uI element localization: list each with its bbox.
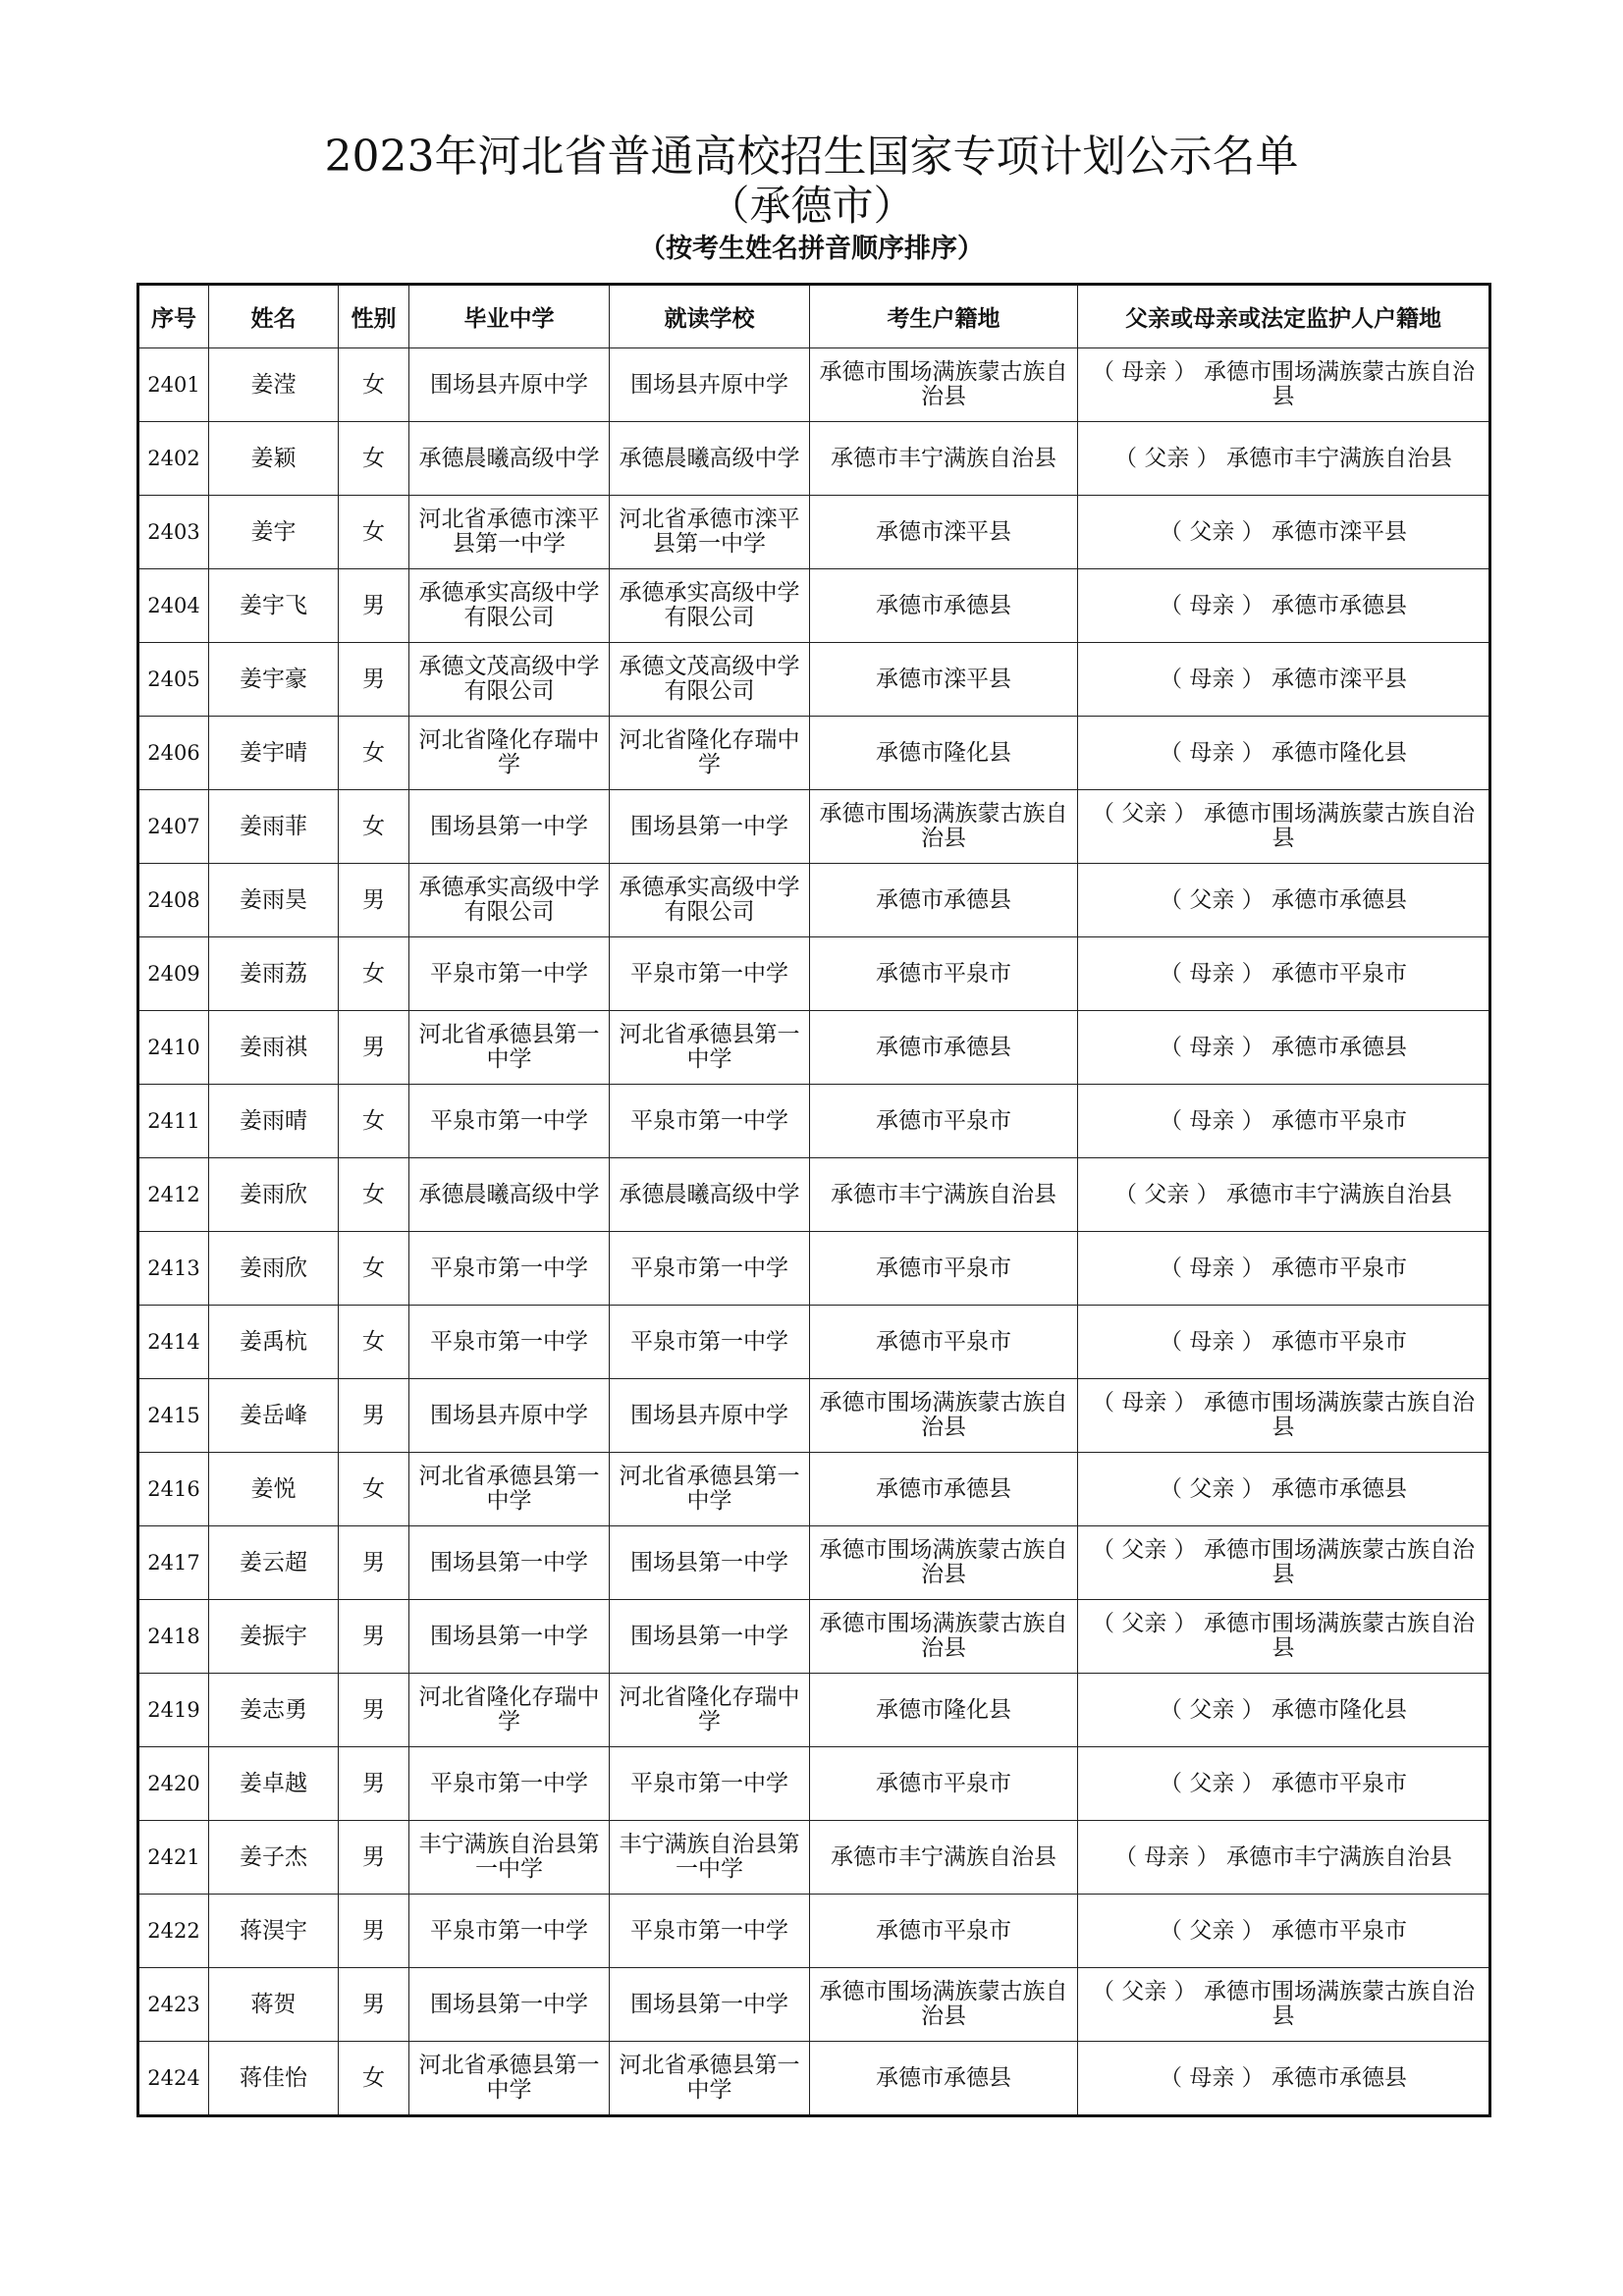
cell-hukou: 承德市承德县: [810, 569, 1078, 643]
cell-gender: 女: [339, 422, 409, 496]
cell-gender: 女: [339, 1453, 409, 1526]
cell-grad-school: 承德晨曦高级中学: [409, 422, 610, 496]
cell-hukou: 承德市承德县: [810, 1453, 1078, 1526]
header-current-school: 就读学校: [610, 285, 810, 348]
cell-grad-school: 承德承实高级中学有限公司: [409, 864, 610, 937]
cell-no: 2418: [138, 1600, 209, 1674]
cell-hukou: 承德市围场满族蒙古族自治县: [810, 790, 1078, 864]
cell-parent-hukou: （ 母亲 ） 承德市平泉市: [1078, 1085, 1490, 1158]
cell-gender: 女: [339, 1232, 409, 1306]
cell-current-school: 围场县卉原中学: [610, 348, 810, 422]
cell-hukou: 承德市围场满族蒙古族自治县: [810, 1600, 1078, 1674]
cell-hukou: 承德市平泉市: [810, 1895, 1078, 1968]
cell-hukou: 承德市丰宁满族自治县: [810, 422, 1078, 496]
header-grad-school: 毕业中学: [409, 285, 610, 348]
table-row: [138, 1747, 1490, 1821]
cell-hukou: 承德市隆化县: [810, 717, 1078, 790]
cell-current-school: 承德承实高级中学有限公司: [610, 569, 810, 643]
cell-grad-school: 平泉市第一中学: [409, 1895, 610, 1968]
cell-parent-hukou: （ 父亲 ） 承德市承德县: [1078, 1453, 1490, 1526]
cell-no: 2405: [138, 643, 209, 717]
cell-hukou: 承德市滦平县: [810, 643, 1078, 717]
cell-no: 2417: [138, 1526, 209, 1600]
cell-gender: 女: [339, 790, 409, 864]
cell-grad-school: 围场县第一中学: [409, 1526, 610, 1600]
table-row: [138, 1158, 1490, 1232]
cell-current-school: 围场县第一中学: [610, 1968, 810, 2042]
cell-grad-school: 平泉市第一中学: [409, 1232, 610, 1306]
cell-parent-hukou: （ 母亲 ） 承德市滦平县: [1078, 643, 1490, 717]
cell-name: 姜雨荔: [209, 937, 339, 1011]
cell-name: 姜雨欣: [209, 1158, 339, 1232]
cell-hukou: 承德市承德县: [810, 1011, 1078, 1085]
table-row: [138, 717, 1490, 790]
cell-parent-hukou: （ 父亲 ） 承德市隆化县: [1078, 1674, 1490, 1747]
cell-current-school: 围场县第一中学: [610, 1600, 810, 1674]
cell-parent-hukou: （ 父亲 ） 承德市围场满族蒙古族自治县: [1078, 1600, 1490, 1674]
cell-grad-school: 河北省承德县第一中学: [409, 2042, 610, 2116]
cell-no: 2414: [138, 1306, 209, 1379]
cell-current-school: 河北省承德县第一中学: [610, 1011, 810, 1085]
cell-current-school: 承德晨曦高级中学: [610, 422, 810, 496]
cell-no: 2409: [138, 937, 209, 1011]
cell-parent-hukou: （ 父亲 ） 承德市滦平县: [1078, 496, 1490, 569]
cell-grad-school: 河北省承德县第一中学: [409, 1453, 610, 1526]
cell-grad-school: 围场县卉原中学: [409, 348, 610, 422]
cell-no: 2413: [138, 1232, 209, 1306]
cell-current-school: 河北省隆化存瑞中学: [610, 717, 810, 790]
cell-name: 姜悦: [209, 1453, 339, 1526]
cell-current-school: 平泉市第一中学: [610, 1895, 810, 1968]
cell-hukou: 承德市平泉市: [810, 1085, 1078, 1158]
cell-grad-school: 围场县第一中学: [409, 1968, 610, 2042]
cell-gender: 男: [339, 1968, 409, 2042]
cell-no: 2423: [138, 1968, 209, 2042]
cell-grad-school: 平泉市第一中学: [409, 1085, 610, 1158]
cell-parent-hukou: （ 父亲 ） 承德市平泉市: [1078, 1895, 1490, 1968]
cell-name: 姜滢: [209, 348, 339, 422]
table-row: [138, 937, 1490, 1011]
cell-grad-school: 平泉市第一中学: [409, 937, 610, 1011]
table-row: [138, 864, 1490, 937]
cell-gender: 男: [339, 1747, 409, 1821]
cell-no: 2412: [138, 1158, 209, 1232]
cell-gender: 男: [339, 1674, 409, 1747]
cell-gender: 女: [339, 1158, 409, 1232]
header-hukou: 考生户籍地: [810, 285, 1078, 348]
cell-grad-school: 围场县第一中学: [409, 790, 610, 864]
cell-parent-hukou: （ 父亲 ） 承德市围场满族蒙古族自治县: [1078, 1526, 1490, 1600]
cell-gender: 男: [339, 864, 409, 937]
cell-grad-school: 承德晨曦高级中学: [409, 1158, 610, 1232]
cell-gender: 男: [339, 1379, 409, 1453]
header-row: [138, 285, 1490, 348]
cell-gender: 女: [339, 937, 409, 1011]
cell-parent-hukou: （ 母亲 ） 承德市丰宁满族自治县: [1078, 1821, 1490, 1895]
cell-no: 2420: [138, 1747, 209, 1821]
cell-hukou: 承德市平泉市: [810, 937, 1078, 1011]
table-row: [138, 790, 1490, 864]
table-row: [138, 1895, 1490, 1968]
table-row: [138, 1526, 1490, 1600]
cell-name: 姜振宇: [209, 1600, 339, 1674]
table-row: [138, 1600, 1490, 1674]
table-row: [138, 1379, 1490, 1453]
cell-current-school: 平泉市第一中学: [610, 1747, 810, 1821]
cell-no: 2402: [138, 422, 209, 496]
cell-name: 姜岳峰: [209, 1379, 339, 1453]
cell-current-school: 围场县第一中学: [610, 1526, 810, 1600]
cell-gender: 男: [339, 1821, 409, 1895]
cell-current-school: 围场县卉原中学: [610, 1379, 810, 1453]
cell-name: 姜宇晴: [209, 717, 339, 790]
cell-no: 2419: [138, 1674, 209, 1747]
cell-no: 2416: [138, 1453, 209, 1526]
cell-grad-school: 河北省隆化存瑞中学: [409, 1674, 610, 1747]
cell-parent-hukou: （ 母亲 ） 承德市承德县: [1078, 1011, 1490, 1085]
cell-parent-hukou: （ 母亲 ） 承德市平泉市: [1078, 1232, 1490, 1306]
table-row: [138, 496, 1490, 569]
cell-no: 2410: [138, 1011, 209, 1085]
cell-parent-hukou: （ 母亲 ） 承德市承德县: [1078, 2042, 1490, 2116]
cell-gender: 女: [339, 1306, 409, 1379]
cell-gender: 男: [339, 1895, 409, 1968]
cell-hukou: 承德市围场满族蒙古族自治县: [810, 348, 1078, 422]
cell-gender: 男: [339, 1011, 409, 1085]
cell-current-school: 平泉市第一中学: [610, 1085, 810, 1158]
cell-name: 蒋贺: [209, 1968, 339, 2042]
cell-gender: 女: [339, 496, 409, 569]
cell-no: 2403: [138, 496, 209, 569]
cell-parent-hukou: （ 母亲 ） 承德市围场满族蒙古族自治县: [1078, 348, 1490, 422]
cell-name: 姜雨昊: [209, 864, 339, 937]
cell-current-school: 河北省隆化存瑞中学: [610, 1674, 810, 1747]
cell-no: 2421: [138, 1821, 209, 1895]
cell-hukou: 承德市丰宁满族自治县: [810, 1821, 1078, 1895]
cell-grad-school: 丰宁满族自治县第一中学: [409, 1821, 610, 1895]
cell-name: 姜雨欣: [209, 1232, 339, 1306]
cell-hukou: 承德市围场满族蒙古族自治县: [810, 1379, 1078, 1453]
cell-no: 2406: [138, 717, 209, 790]
cell-parent-hukou: （ 母亲 ） 承德市平泉市: [1078, 1306, 1490, 1379]
table-row: [138, 1453, 1490, 1526]
cell-current-school: 河北省承德县第一中学: [610, 1453, 810, 1526]
cell-current-school: 平泉市第一中学: [610, 1306, 810, 1379]
header-gender: 性别: [339, 285, 409, 348]
cell-name: 姜宇: [209, 496, 339, 569]
table-row: [138, 422, 1490, 496]
header-no: 序号: [138, 285, 209, 348]
cell-hukou: 承德市平泉市: [810, 1306, 1078, 1379]
document-title: 2023年河北省普通高校招生国家专项计划公示名单: [324, 132, 1299, 182]
cell-grad-school: 围场县卉原中学: [409, 1379, 610, 1453]
cell-no: 2424: [138, 2042, 209, 2116]
cell-current-school: 平泉市第一中学: [610, 1232, 810, 1306]
cell-parent-hukou: （ 父亲 ） 承德市丰宁满族自治县: [1078, 1158, 1490, 1232]
cell-no: 2415: [138, 1379, 209, 1453]
cell-parent-hukou: （ 母亲 ） 承德市隆化县: [1078, 717, 1490, 790]
cell-name: 蒋淏宇: [209, 1895, 339, 1968]
cell-current-school: 河北省承德市滦平县第一中学: [610, 496, 810, 569]
cell-gender: 女: [339, 2042, 409, 2116]
cell-name: 姜雨晴: [209, 1085, 339, 1158]
cell-name: 姜宇飞: [209, 569, 339, 643]
cell-name: 姜宇豪: [209, 643, 339, 717]
cell-name: 姜云超: [209, 1526, 339, 1600]
cell-hukou: 承德市围场满族蒙古族自治县: [810, 1526, 1078, 1600]
cell-no: 2407: [138, 790, 209, 864]
cell-no: 2404: [138, 569, 209, 643]
cell-parent-hukou: （ 父亲 ） 承德市平泉市: [1078, 1747, 1490, 1821]
cell-gender: 男: [339, 1526, 409, 1600]
cell-current-school: 承德承实高级中学有限公司: [610, 864, 810, 937]
cell-parent-hukou: （ 父亲 ） 承德市丰宁满族自治县: [1078, 422, 1490, 496]
cell-gender: 女: [339, 348, 409, 422]
cell-parent-hukou: （ 母亲 ） 承德市平泉市: [1078, 937, 1490, 1011]
cell-no: 2422: [138, 1895, 209, 1968]
cell-parent-hukou: （ 母亲 ） 承德市承德县: [1078, 569, 1490, 643]
cell-grad-school: 河北省承德县第一中学: [409, 1011, 610, 1085]
cell-gender: 男: [339, 569, 409, 643]
sort-note: （按考生姓名拼音顺序排序）: [639, 234, 984, 264]
table-row: [138, 348, 1490, 422]
document-subtitle: （承德市）: [708, 182, 915, 230]
roster-table: [136, 283, 1491, 2117]
table-row: [138, 1306, 1490, 1379]
table-row: [138, 2042, 1490, 2116]
cell-gender: 男: [339, 1600, 409, 1674]
cell-current-school: 丰宁满族自治县第一中学: [610, 1821, 810, 1895]
table-row: [138, 643, 1490, 717]
table-row: [138, 569, 1490, 643]
cell-grad-school: 承德承实高级中学有限公司: [409, 569, 610, 643]
cell-hukou: 承德市丰宁满族自治县: [810, 1158, 1078, 1232]
cell-name: 姜雨菲: [209, 790, 339, 864]
cell-hukou: 承德市围场满族蒙古族自治县: [810, 1968, 1078, 2042]
table-row: [138, 1821, 1490, 1895]
cell-name: 姜雨祺: [209, 1011, 339, 1085]
cell-current-school: 承德文茂高级中学有限公司: [610, 643, 810, 717]
cell-grad-school: 河北省承德市滦平县第一中学: [409, 496, 610, 569]
table-row: [138, 1674, 1490, 1747]
table-row: [138, 1085, 1490, 1158]
cell-current-school: 围场县第一中学: [610, 790, 810, 864]
header-name: 姓名: [209, 285, 339, 348]
cell-parent-hukou: （ 母亲 ） 承德市围场满族蒙古族自治县: [1078, 1379, 1490, 1453]
cell-hukou: 承德市隆化县: [810, 1674, 1078, 1747]
cell-name: 姜卓越: [209, 1747, 339, 1821]
cell-name: 姜子杰: [209, 1821, 339, 1895]
table-row: [138, 1968, 1490, 2042]
cell-grad-school: 承德文茂高级中学有限公司: [409, 643, 610, 717]
cell-hukou: 承德市平泉市: [810, 1232, 1078, 1306]
cell-name: 姜禹杭: [209, 1306, 339, 1379]
cell-no: 2411: [138, 1085, 209, 1158]
cell-current-school: 河北省承德县第一中学: [610, 2042, 810, 2116]
cell-name: 蒋佳怡: [209, 2042, 339, 2116]
cell-current-school: 平泉市第一中学: [610, 937, 810, 1011]
cell-name: 姜颖: [209, 422, 339, 496]
cell-name: 姜志勇: [209, 1674, 339, 1747]
cell-hukou: 承德市承德县: [810, 2042, 1078, 2116]
cell-grad-school: 围场县第一中学: [409, 1600, 610, 1674]
table-row: [138, 1232, 1490, 1306]
cell-no: 2401: [138, 348, 209, 422]
cell-no: 2408: [138, 864, 209, 937]
cell-gender: 女: [339, 717, 409, 790]
cell-hukou: 承德市平泉市: [810, 1747, 1078, 1821]
cell-parent-hukou: （ 父亲 ） 承德市围场满族蒙古族自治县: [1078, 790, 1490, 864]
cell-gender: 男: [339, 643, 409, 717]
cell-grad-school: 平泉市第一中学: [409, 1306, 610, 1379]
cell-parent-hukou: （ 父亲 ） 承德市围场满族蒙古族自治县: [1078, 1968, 1490, 2042]
cell-hukou: 承德市承德县: [810, 864, 1078, 937]
roster-body: [138, 348, 1490, 2116]
header-parent-hukou: 父亲或母亲或法定监护人户籍地: [1078, 285, 1490, 348]
cell-gender: 女: [339, 1085, 409, 1158]
cell-parent-hukou: （ 父亲 ） 承德市承德县: [1078, 864, 1490, 937]
cell-grad-school: 河北省隆化存瑞中学: [409, 717, 610, 790]
cell-hukou: 承德市滦平县: [810, 496, 1078, 569]
cell-grad-school: 平泉市第一中学: [409, 1747, 610, 1821]
cell-current-school: 承德晨曦高级中学: [610, 1158, 810, 1232]
table-row: [138, 1011, 1490, 1085]
